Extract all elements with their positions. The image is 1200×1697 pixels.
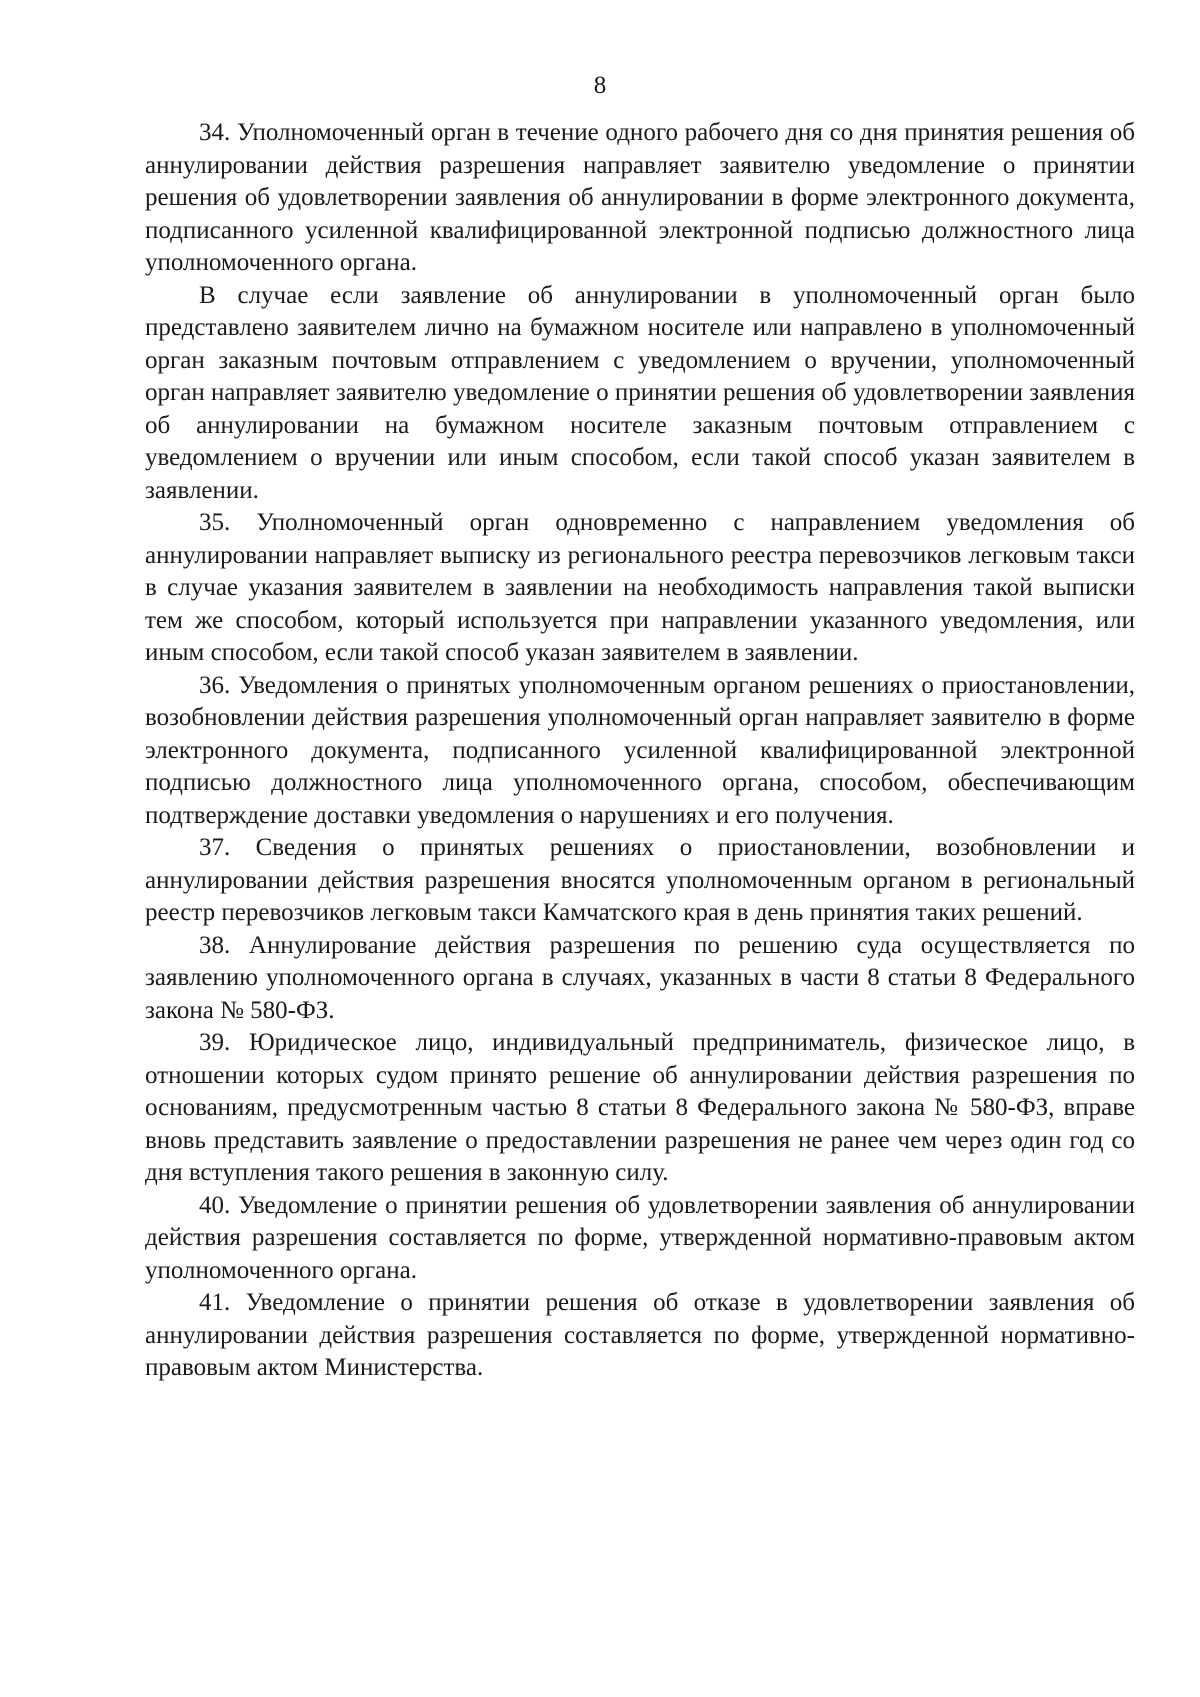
page-number: 8 <box>593 72 607 99</box>
paragraph-36: 36. Уведомления о принятых уполномоченным органом решениях о приостановлении, возобновлении действия разрешения уполномоченный орган направляет заявителю в форме электронного документа, подписанного усиленной квалифицированной электронной подписью должностного лица уполномоченного органа, способом, обеспечивающим подтверждение доставки уведомления о нарушениях и его получения. <box>145 671 1135 829</box>
paragraph-41: 41. Уведомление о принятии решения об отказе в удовлетворении заявления об аннулировании действия разрешения составляется по форме, утвержденной нормативно-правовым актом Министерства. <box>145 1289 1135 1381</box>
paragraph-40: 40. Уведомление о принятии решения об удовлетворении заявления об аннулировании действия разрешения составляется по форме, утвержденной нормативно-правовым актом уполномоченного органа. <box>145 1191 1135 1284</box>
paragraph-34: 34. Уполномоченный орган в течение одного рабочего дня со дня принятия решения об аннулировании действия разрешения направляет заявителю уведомление о принятии решения об удовлетворении заявления об аннулировании в форме электронного документа, подписанного усиленной квалифицированной электронной подписью должностного лица уполномоченного органа. <box>145 119 1135 276</box>
paragraph-39: 39. Юридическое лицо, индивидуальный предприниматель, физическое лицо, в отношении которых судом принято решение об аннулировании действия разрешения по основаниям, предусмотренным частью 8 статьи 8 Федерального закона № 580-ФЗ, вправе вновь представить заявление о предоставлении разрешения не ранее чем через один год со дня вступления такого решения в законную силу. <box>145 1029 1135 1186</box>
paragraph-38: 38. Аннулирование действия разрешения по решению суда осуществляется по заявлению уполномоченного органа в случаях, указанных в части 8 статьи 8 Федерального закона № 580-ФЗ. <box>145 931 1135 1024</box>
paragraph-35: 35. Уполномоченный орган одновременно с направлением уведомления об аннулировании направляет выписку из регионального реестра перевозчиков легковым такси в случае указания заявителем в заявлении на необходимость направления такой выписки тем же способом, который используется при направлении указанного уведомления, или иным способом, если такой способ указан заявителем в заявлении. <box>145 509 1135 666</box>
document-body <box>145 117 1135 1385</box>
paragraph-34-continued: В случае если заявление об аннулировании в уполномоченный орган было представлено заявителем лично на бумажном носителе или направлено в уполномоченный орган заказным почтовым отправлением с уведомлением о вручении, уполномоченный орган направляет заявителю уведомление о принятии решения об удовлетворении заявления об аннулировании на бумажном носителе заказным почтовым отправлением с уведомлением о вручении или иным способом, если такой способ указан заявителем в заявлении. <box>145 281 1135 504</box>
paragraph-37: 37. Сведения о принятых решениях о приостановлении, возобновлении и аннулировании действия разрешения вносятся уполномоченным органом в региональный реестр перевозчиков легковым такси Камчатского края в день принятия таких решений. <box>145 834 1135 926</box>
